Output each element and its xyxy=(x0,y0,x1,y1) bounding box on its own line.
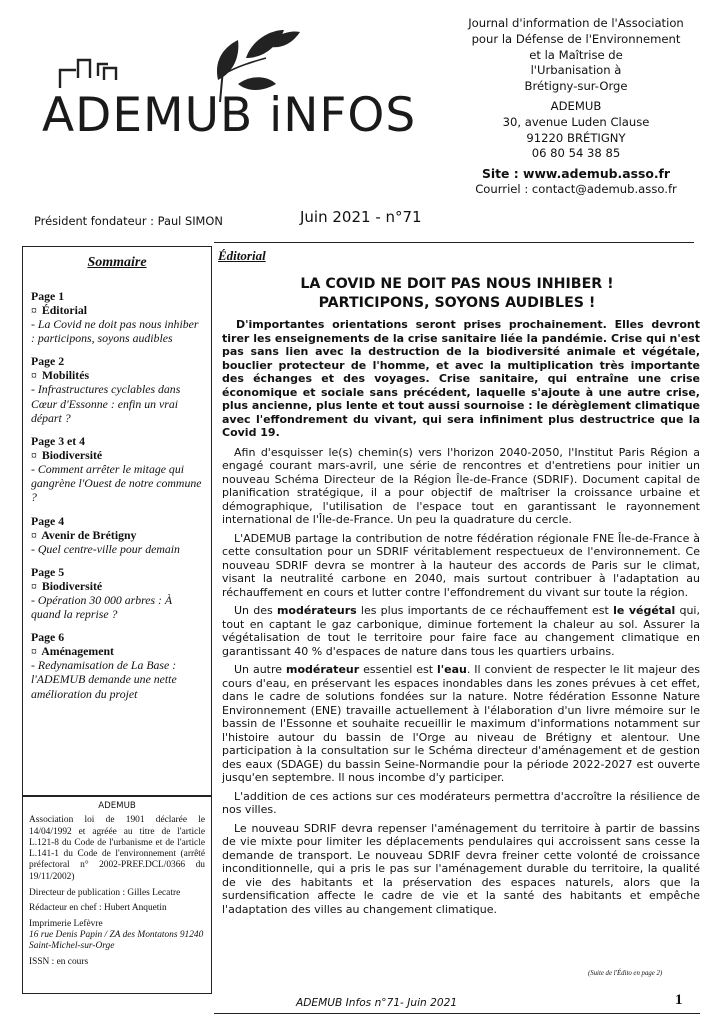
footer-divider xyxy=(214,1013,700,1014)
assoc-line: Brétigny-sur-Orge xyxy=(524,79,628,94)
logo-wordmark: ADEMUB iNFOS xyxy=(42,88,417,143)
toc-entry[interactable] xyxy=(31,354,203,425)
paragraph: Le nouveau SDRIF devra repenser l'aménagement du territoire à partir de bassins de vie mixte pour limiter les déplacements pendulaires qui accroissent sans cesse la demande de transport. Le nouveau SDRIF devra freiner cette volonté de croissance inconditionnelle, qui a pris le pas sur l'aménagement durable du territoire, la qualité de vie des habitants et la préservation des espaces naturels, alors que la surdensification affecte le cadre de vie et la santé des habitants et empêche l'adaptation des villes au changement climatique. xyxy=(222,821,700,916)
toc-title: - Opération 30 000 arbres : À quand la reprise ? xyxy=(31,592,173,622)
section-kicker: Éditorial xyxy=(218,248,266,263)
toc-rubric-label: Avenir de Brétigny xyxy=(41,527,137,542)
text-run: Un autre xyxy=(234,663,286,676)
lead-paragraph: D'importantes orientations seront prises prochainement. Elles devront tirer les enseignements de la crise sanitaire liée la pandémie. Crise qui n'est pas sans lien avec la destruction de la biodiversité animale et végétale, bouclier protecteur de l'homme, et avec la multiplication très importante des échanges et des voyages. Crise sanitaire, qui entraîne une crise économique et sociale sans précédent, laquelle s'ajoute à une autre crise, plus ancienne, plus lente et tout aussi sournoise : le dérèglement climatique avec l'effondrement du vivant, qui sera infiniment plus destructrice que la Covid 19. xyxy=(222,318,700,439)
address-line: 91220 BRÉTIGNY xyxy=(526,130,626,145)
bullet-icon: ¤ xyxy=(31,578,37,593)
toc-rubric-label: Aménagement xyxy=(41,644,114,659)
email-link[interactable]: Courriel : contact@ademub.asso.fr xyxy=(475,181,677,196)
toc-page: Page 2 xyxy=(31,354,65,369)
text-run: les plus importants de ce réchauffement est xyxy=(356,604,614,617)
founder-line: Président fondateur : Paul SIMON xyxy=(34,214,223,228)
page-number: 1 xyxy=(675,992,683,1008)
toc-entry[interactable] xyxy=(31,514,203,556)
emphasis: modérateurs xyxy=(276,604,357,617)
publication-director: Directeur de publication : Gilles Lecatre xyxy=(29,888,181,899)
toc-rubric xyxy=(31,579,203,593)
printer-name: Imprimerie Lefèvre xyxy=(29,918,103,929)
toc-rubric xyxy=(31,448,203,462)
issue-date: Juin 2021 - n°71 xyxy=(300,208,422,226)
assoc-line: et la Maîtrise de xyxy=(529,47,623,62)
toc-rubric-label: Biodiversité xyxy=(41,448,103,463)
text-run: essentiel est xyxy=(359,663,437,676)
text-run: qui, tout en captant le gaz carbonique, diminue fortement la chaleur au sol. Assurer la végétalisation de tout le territoire pour faire face au changement climatique en garantissant 40 % d'espaces de nature dans tous les quartiers urbains. xyxy=(222,604,700,658)
phone: 06 80 54 38 85 xyxy=(531,146,621,161)
assoc-line: pour la Défense de l'Environnement xyxy=(471,31,681,46)
table-of-contents xyxy=(22,246,212,796)
toc-rubric xyxy=(31,644,203,658)
toc-page: Page 1 xyxy=(31,289,65,303)
publication-info-box xyxy=(22,796,212,994)
toc-title: - Comment arrêter le mitage qui gangrène l'Ouest de notre commune ? xyxy=(31,462,202,505)
bullet-icon: ¤ xyxy=(31,644,37,659)
paragraph: Afin d'esquisser le(s) chemin(s) vers l'horizon 2040-2050, l'Institut Paris Région a engagé courant mars-avril, une série de rencontres et d'entretiens pour initier un nouveau Schéma Directeur de la Région Île-de-France (SDRIF). Document capital de planification stratégique, il a pour objectif de maîtriser la croissance urbaine et démographique, l'utilisation de l'espace tout en garantissant le rayonnement international de l'Île-de-France. Un peu la quadrature du cercle. xyxy=(222,445,700,526)
website-link[interactable]: Site : www.ademub.asso.fr xyxy=(481,166,671,182)
toc-rubric xyxy=(31,368,203,382)
footer-issue: ADEMUB Infos n°71- Juin 2021 xyxy=(296,997,458,1009)
assoc-line: Journal d'information de l'Association xyxy=(468,16,684,30)
toc-rubric xyxy=(31,528,203,542)
toc-page: Page 3 et 4 xyxy=(31,434,86,449)
issn: ISSN : en cours xyxy=(29,956,89,967)
toc-page: Page 5 xyxy=(31,564,65,579)
infobox-title: ADEMUB xyxy=(98,801,136,811)
emphasis: le végétal xyxy=(613,604,676,617)
bullet-icon: ¤ xyxy=(31,448,37,463)
toc-page: Page 6 xyxy=(31,630,65,645)
assoc-line: l'Urbanisation à xyxy=(530,63,622,78)
article-body xyxy=(222,318,700,921)
paragraph xyxy=(222,663,700,785)
emphasis: l'eau xyxy=(436,663,467,676)
bullet-icon: ¤ xyxy=(31,368,37,383)
toc-entry[interactable] xyxy=(31,434,203,505)
paragraph: L'ADEMUB partage la contribution de notre fédération régionale FNE Île-de-France à cette consultation pour un SDRIF véritablement respectueux de l'environnement. Ce nouveau SDRIF devra se montrer à la hauteur des accords de Paris sur le climat, visant la neutralité carbone en 2040, mais surtout contribuer à l'adaptation au réchauffement en cours et lutter contre l'effondrement du vivant sur toute la région. xyxy=(222,531,700,599)
toc-rubric xyxy=(31,303,203,317)
text-run: . Il convient de respecter le lit majeur des cours d'eau, en préservant les espaces inondables dans les zones prévues à cet effet, dans le cadre de solutions fondées sur la nature. Notre fédération Essonne Nature Environnement (ENE) travaille actuellement à l'élaboration d'un livre mémoire sur le bassin de l'Essonne et souhaite recueillir le maximum d'informations notamment sur l'histoire autour du bassin de l'Orge au niveau de Brétigny et alentour. Une participation à la consultation sur le Schéma directeur d'aménagement et de gestion des eaux (SDAGE) du bassin Seine-Normandie pour la période 2022-2027 est ouverte jusqu'en septembre. Il nous incombe d'y participer. xyxy=(222,663,700,784)
address-line: 30, avenue Luden Clause xyxy=(502,114,650,129)
article-headline xyxy=(214,275,700,313)
paragraph: L'addition de ces actions sur ces modérateurs permettra d'accroître la résilience de nos villes. xyxy=(222,789,700,816)
toc-entry[interactable] xyxy=(31,630,203,701)
text-run: Un des xyxy=(234,604,277,617)
header-divider xyxy=(214,242,694,243)
editor-in-chief: Rédacteur en chef : Hubert Anquetin xyxy=(29,903,167,914)
headline-line: LA COVID NE DOIT PAS NOUS INHIBER ! xyxy=(300,276,614,292)
toc-entry[interactable] xyxy=(31,565,203,621)
toc-rubric-label: Mobilités xyxy=(41,368,90,383)
bullet-icon: ¤ xyxy=(31,527,37,542)
continued-note: (Suite de l'Édito en page 2) xyxy=(588,970,663,977)
headline-line: PARTICIPONS, SOYONS AUDIBLES ! xyxy=(318,295,596,311)
emphasis: modérateur xyxy=(285,663,360,676)
toc-page: Page 4 xyxy=(31,513,65,528)
toc-title: - Quel centre-ville pour demain xyxy=(31,541,180,556)
org-name: ADEMUB xyxy=(550,98,602,113)
toc-title: - Redynamisation de La Base : l'ADEMUB demande une nette amélioration du projet xyxy=(31,658,177,701)
sommaire-title: Sommaire xyxy=(87,255,147,270)
toc-title: - Infrastructures cyclables dans Cœur d'Essonne : enfin un vrai départ ? xyxy=(31,382,181,425)
paragraph xyxy=(222,604,700,658)
printer-address: 16 rue Denis Papin / ZA des Montatons 91240 Saint-Michel-sur-Orge xyxy=(29,929,204,952)
toc-rubric-label: Éditorial xyxy=(41,303,88,317)
legal-notice: Association loi de 1901 déclarée le 14/04/1992 et agréée au titre de l'article L.121-8 du Code de l'urbanisme et de l'article L.141-1 du Code de l'environnement (arrêté préfectoral n° 2002-PREF.DCL/0366 du 19/11/2002) xyxy=(29,815,205,882)
association-info xyxy=(440,16,712,198)
house-outline-icon xyxy=(60,60,116,88)
bullet-icon: ¤ xyxy=(31,303,37,317)
toc-title: - La Covid ne doit pas nous inhiber : participons, soyons audibles xyxy=(31,317,199,346)
toc-rubric-label: Biodiversité xyxy=(41,578,103,593)
toc-entry[interactable] xyxy=(31,289,203,345)
